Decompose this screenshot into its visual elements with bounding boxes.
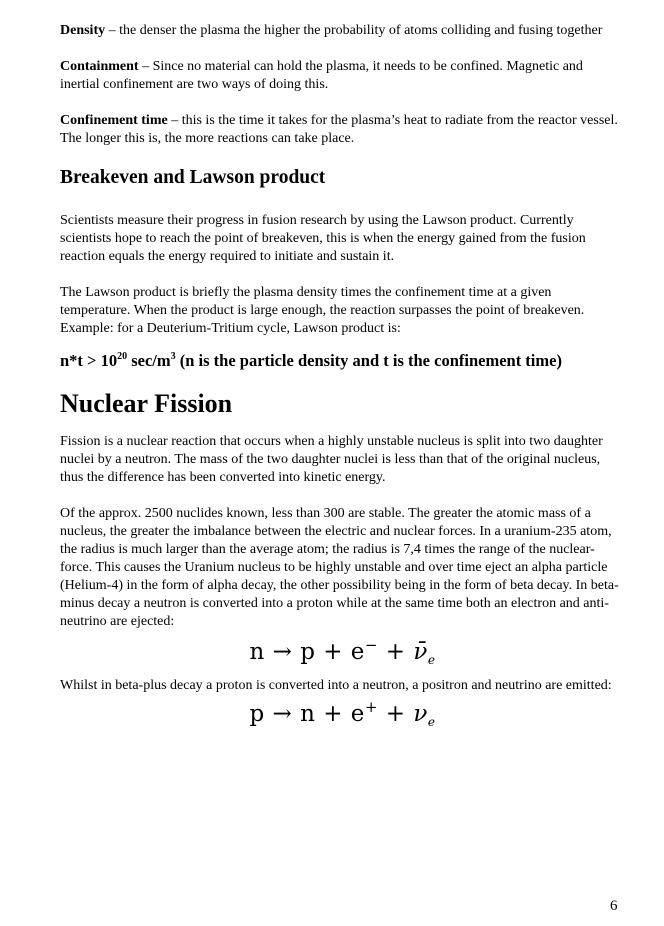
eq2-plus: + <box>378 701 414 727</box>
document-page <box>60 22 625 739</box>
density-term: Density <box>60 23 106 38</box>
fission-heading: Nuclear Fission <box>60 389 233 418</box>
confinement-text: – this is the time it takes for the plasma’s heat to radiate from the reactor vessel. The longer this is, the more reactions can take place. <box>60 113 618 146</box>
density-paragraph <box>60 22 625 40</box>
confinement-paragraph <box>60 112 625 148</box>
eq1-lhs: n → p + e <box>249 639 365 665</box>
lawson-note: (n is the particle density and t is the confinement time) <box>175 351 562 370</box>
lawson-example: Example: for a Deuterium-Tritium cycle, Lawson product is: <box>60 321 401 336</box>
fission-paragraph-1: Fission is a nuclear reaction that occurs when a highly unstable nucleus is split into two daughter nuclei by a neutron. The mass of the two daughter nuclei is less than that of the original nucleus, thus the difference has been converted into kinetic energy. <box>60 434 603 485</box>
lawson-criterion <box>60 350 625 372</box>
density-text: – the denser the plasma the higher the probability of atoms colliding and fusing together <box>105 23 603 38</box>
containment-text: – Since no material can hold the plasma, it needs to be confined. Magnetic and inertial confinement are two ways of doing this. <box>60 59 583 92</box>
eq1-antineutrino: ν̄ <box>413 639 428 665</box>
eq1-charge: − <box>364 636 378 654</box>
eq1-subscript: e <box>427 653 436 667</box>
lawson-unit-exponent: 3 <box>170 351 176 362</box>
lawson-exponent: 20 <box>117 351 128 362</box>
eq2-charge: + <box>364 698 378 716</box>
eq2-subscript: e <box>427 715 436 729</box>
containment-paragraph <box>60 58 625 94</box>
beta-plus-equation <box>60 699 625 729</box>
breakeven-paragraph-2: The Lawson product is briefly the plasma density times the confinement time at a given temperature. When the product is large enough, the reaction surpasses the point of breakeven. <box>60 285 585 318</box>
breakeven-paragraph-1: Scientists measure their progress in fusion research by using the Lawson product. Currently scientists hope to reach the point of breakeven, this is when the energy gained from the fusion reaction equals the energy required to initiate and sustain it. <box>60 213 586 264</box>
fission-paragraph-3: Whilst in beta-plus decay a proton is converted into a neutron, a positron and neutrino are emitted: <box>60 678 612 693</box>
fission-paragraph-2: Of the approx. 2500 nuclides known, less than 300 are stable. The greater the atomic mass of a nucleus, the greater the imbalance between the electric and nuclear forces. In a uranium-235 atom, the radius is much larger than the average atom; the radius is 7,4 times the range of the nuclear-force. This causes the Uranium nucleus to be highly unstable and over time eject an alpha particle (Helium-4) in the form of alpha decay, the other possibility being in the form of beta decay. In beta-minus decay a neutron is converted into a proton while at the same time both an electron and anti-neutrino are ejected: <box>60 506 619 629</box>
eq2-neutrino: ν <box>413 701 428 727</box>
lawson-unit: sec/m <box>127 351 171 370</box>
containment-term: Containment <box>60 59 139 74</box>
breakeven-heading: Breakeven and Lawson product <box>60 167 326 188</box>
eq1-plus: + <box>378 639 414 665</box>
confinement-term: Confinement time <box>60 113 168 128</box>
eq2-lhs: p → n + e <box>249 701 365 727</box>
page-number: 6 <box>610 898 618 914</box>
lawson-base: n*t > 10 <box>60 351 118 370</box>
beta-minus-equation <box>60 637 625 667</box>
